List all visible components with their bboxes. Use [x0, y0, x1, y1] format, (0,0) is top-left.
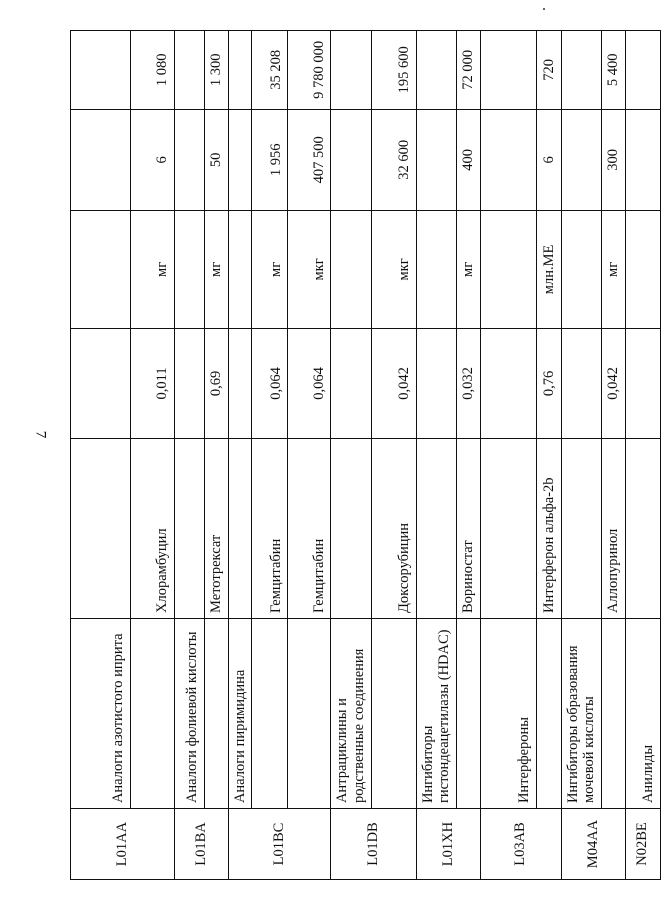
unit-cell: мг: [457, 210, 481, 328]
ratio-cell: [561, 328, 601, 438]
drug-cell: [331, 439, 371, 619]
group-cell: Интерфероны: [480, 618, 536, 808]
ratio-cell: [331, 328, 371, 438]
atc-code-cell: L03AB: [480, 809, 561, 880]
table-row: [331, 31, 371, 880]
total-cell: 195 600: [371, 31, 416, 110]
ratio-cell: 0,042: [371, 328, 416, 438]
atc-code-cell: L01DB: [331, 809, 416, 880]
group-cell: Ингибиторы образования мочевой кислоты: [561, 618, 601, 808]
total-cell: [480, 31, 536, 110]
drug-table: [70, 30, 661, 880]
table-row: [71, 31, 131, 880]
rotated-table-wrapper: [70, 30, 657, 880]
unit-cell: [228, 210, 252, 328]
drug-cell: Гемцитабин: [252, 439, 288, 619]
unit-cell: [625, 210, 660, 328]
dose-cell: 407 500: [288, 109, 331, 210]
dose-cell: 1 956: [252, 109, 288, 210]
unit-cell: мг: [131, 210, 175, 328]
drug-cell: Метотрексат: [205, 439, 229, 619]
drug-cell: [71, 439, 131, 619]
group-cell: [536, 618, 561, 808]
group-cell: Анилиды: [625, 618, 660, 808]
group-cell: [457, 618, 481, 808]
total-cell: [561, 31, 601, 110]
drug-cell: Интерферон альфа-2b: [536, 439, 561, 619]
group-cell: Аналоги азотистого иприта: [71, 618, 131, 808]
ratio-cell: [625, 328, 660, 438]
unit-cell: [71, 210, 131, 328]
scan-speck: [543, 8, 545, 10]
group-cell: [252, 618, 288, 808]
dose-cell: [71, 109, 131, 210]
table-row: [416, 31, 456, 880]
total-cell: [175, 31, 205, 110]
table-row: [625, 31, 660, 880]
ratio-cell: [228, 328, 252, 438]
dose-cell: [175, 109, 205, 210]
table-row: [602, 31, 626, 880]
ratio-cell: 0,032: [457, 328, 481, 438]
total-cell: [71, 31, 131, 110]
table-row: [457, 31, 481, 880]
atc-code-cell: L01BA: [175, 809, 229, 880]
drug-cell: Хлорамбуцил: [131, 439, 175, 619]
table-row: [480, 31, 536, 880]
page-number: 7: [32, 430, 49, 439]
dose-cell: 32 600: [371, 109, 416, 210]
table-row: [561, 31, 601, 880]
dose-cell: 300: [602, 109, 626, 210]
atc-code-cell: M04AA: [561, 809, 625, 880]
total-cell: 720: [536, 31, 561, 110]
drug-cell: [625, 439, 660, 619]
unit-cell: мг: [252, 210, 288, 328]
ratio-cell: [71, 328, 131, 438]
unit-cell: млн.МЕ: [536, 210, 561, 328]
ratio-cell: [416, 328, 456, 438]
unit-cell: мг: [602, 210, 626, 328]
drug-cell: [561, 439, 601, 619]
dose-cell: 50: [205, 109, 229, 210]
table-row: [175, 31, 205, 880]
drug-cell: Аллопуринол: [602, 439, 626, 619]
table-row: [131, 31, 175, 880]
table-row: [288, 31, 331, 880]
group-cell: [602, 618, 626, 808]
unit-cell: [480, 210, 536, 328]
drug-cell: Вориностат: [457, 439, 481, 619]
unit-cell: мкг: [371, 210, 416, 328]
dose-cell: [416, 109, 456, 210]
drug-cell: [416, 439, 456, 619]
dose-cell: 400: [457, 109, 481, 210]
ratio-cell: 0,064: [252, 328, 288, 438]
total-cell: 1 080: [131, 31, 175, 110]
total-cell: 9 780 000: [288, 31, 331, 110]
total-cell: 72 000: [457, 31, 481, 110]
group-cell: [205, 618, 229, 808]
group-cell: Антрациклины и родственные соединения: [331, 618, 371, 808]
table-row: [252, 31, 288, 880]
dose-cell: [561, 109, 601, 210]
group-cell: [288, 618, 331, 808]
total-cell: 35 208: [252, 31, 288, 110]
atc-code-cell: L01XH: [416, 809, 480, 880]
unit-cell: [561, 210, 601, 328]
unit-cell: мг: [205, 210, 229, 328]
drug-cell: [480, 439, 536, 619]
drug-cell: Доксорубицин: [371, 439, 416, 619]
unit-cell: мкг: [288, 210, 331, 328]
group-cell: [371, 618, 416, 808]
unit-cell: [175, 210, 205, 328]
table-row: [371, 31, 416, 880]
total-cell: 5 400: [602, 31, 626, 110]
dose-cell: [625, 109, 660, 210]
ratio-cell: 0,011: [131, 328, 175, 438]
unit-cell: [331, 210, 371, 328]
ratio-cell: [480, 328, 536, 438]
ratio-cell: 0,69: [205, 328, 229, 438]
group-cell: [131, 618, 175, 808]
ratio-cell: [175, 328, 205, 438]
total-cell: [228, 31, 252, 110]
table-row: [228, 31, 252, 880]
total-cell: [416, 31, 456, 110]
dose-cell: 6: [536, 109, 561, 210]
ratio-cell: 0,064: [288, 328, 331, 438]
unit-cell: [416, 210, 456, 328]
dose-cell: [480, 109, 536, 210]
atc-code-cell: L01AA: [71, 809, 175, 880]
drug-cell: [228, 439, 252, 619]
total-cell: 1 300: [205, 31, 229, 110]
dose-cell: 6: [131, 109, 175, 210]
ratio-cell: 0,76: [536, 328, 561, 438]
table-row: [536, 31, 561, 880]
dose-cell: [228, 109, 252, 210]
atc-code-cell: N02BE: [625, 809, 660, 880]
drug-cell: Гемцитабин: [288, 439, 331, 619]
atc-code-cell: L01BC: [228, 809, 331, 880]
total-cell: [331, 31, 371, 110]
dose-cell: [331, 109, 371, 210]
total-cell: [625, 31, 660, 110]
table-row: [205, 31, 229, 880]
ratio-cell: 0,042: [602, 328, 626, 438]
group-cell: Аналоги фолиевой кислоты: [175, 618, 205, 808]
group-cell: Ингибиторы гистондеацетилазы (HDAC): [416, 618, 456, 808]
group-cell: Аналоги пиримидина: [228, 618, 252, 808]
drug-cell: [175, 439, 205, 619]
